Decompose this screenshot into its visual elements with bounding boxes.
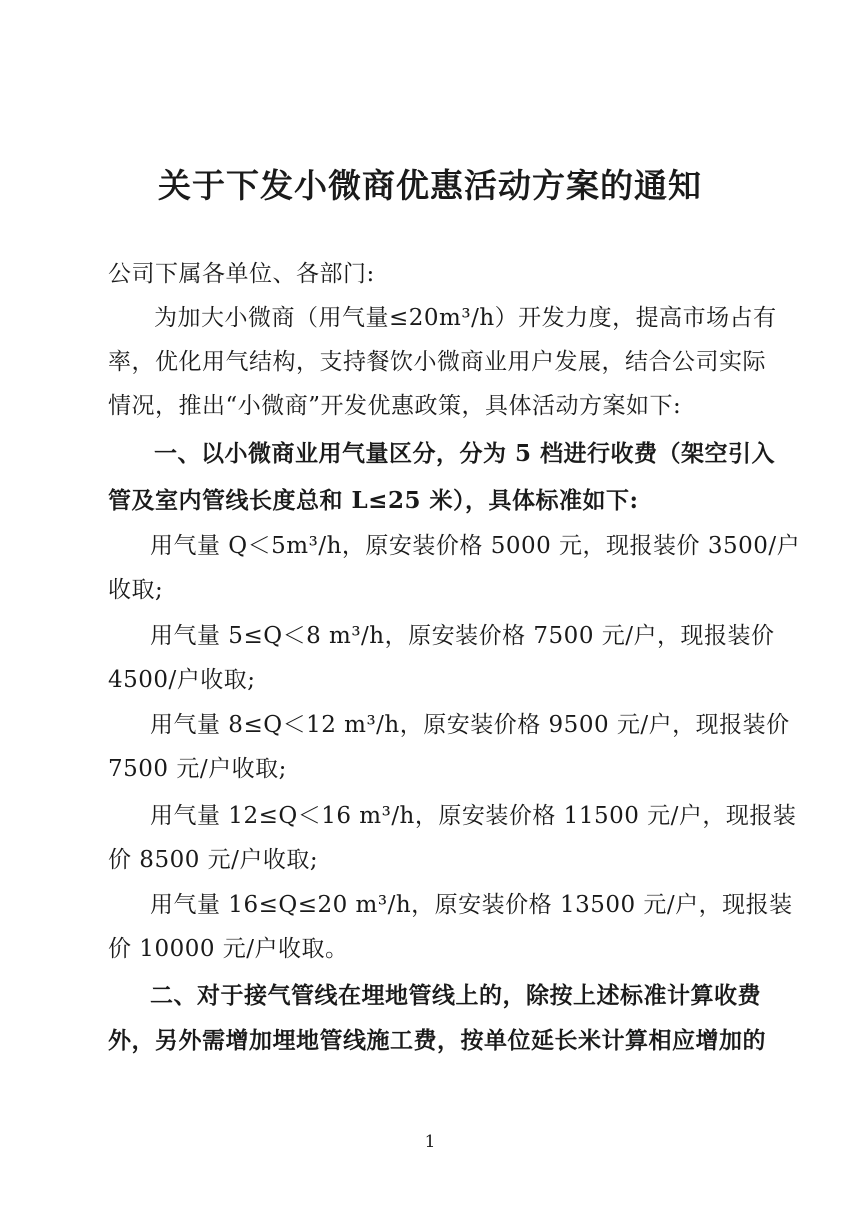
- tier-4-line-1: 用气量 12≤Q＜16 m³/h，原安装价格 11500 元/户，现报装: [150, 803, 797, 829]
- intro-line-2: 率，优化用气结构，支持餐饮小微商业用户发展，结合公司实际: [108, 349, 766, 375]
- section2-heading-line-1: 二、对于接气管线在埋地管线上的，除按上述标准计算收费: [150, 982, 761, 1009]
- tier-5-line-1: 用气量 16≤Q≤20 m³/h，原安装价格 13500 元/户，现报装: [150, 892, 793, 918]
- section1-heading-line-2: 管及室内管线长度总和 L≤25 米），具体标准如下:: [108, 487, 639, 514]
- tier-3-line-1: 用气量 8≤Q＜12 m³/h，原安装价格 9500 元/户，现报装价: [150, 712, 790, 738]
- section1-heading-line-1: 一、以小微商业用气量区分，分为 5 档进行收费（架空引入: [154, 440, 776, 467]
- tier-2-line-1: 用气量 5≤Q＜8 m³/h，原安装价格 7500 元/户，现报装价: [150, 623, 775, 649]
- salutation: 公司下属各单位、各部门:: [108, 261, 375, 287]
- tier-4-line-2: 价 8500 元/户收取;: [108, 847, 319, 873]
- intro-line-1: 为加大小微商（用气量≤20m³/h）开发力度，提高市场占有: [154, 305, 777, 331]
- intro-line-3: 情况，推出“小微商”开发优惠政策，具体活动方案如下:: [108, 393, 682, 419]
- tier-1-line-1: 用气量 Q＜5m³/h，原安装价格 5000 元，现报装价 3500/户: [150, 533, 801, 559]
- document-title: 关于下发小微商优惠活动方案的通知: [158, 166, 702, 205]
- section2-heading-line-2: 外，另外需增加埋地管线施工费，按单位延长米计算相应增加的: [108, 1027, 766, 1054]
- page-number: 1: [424, 1132, 436, 1152]
- tier-2-line-2: 4500/户收取;: [108, 667, 256, 693]
- tier-1-line-2: 收取;: [108, 577, 164, 603]
- tier-3-line-2: 7500 元/户收取;: [108, 756, 287, 782]
- tier-5-line-2: 价 10000 元/户收取。: [108, 936, 349, 962]
